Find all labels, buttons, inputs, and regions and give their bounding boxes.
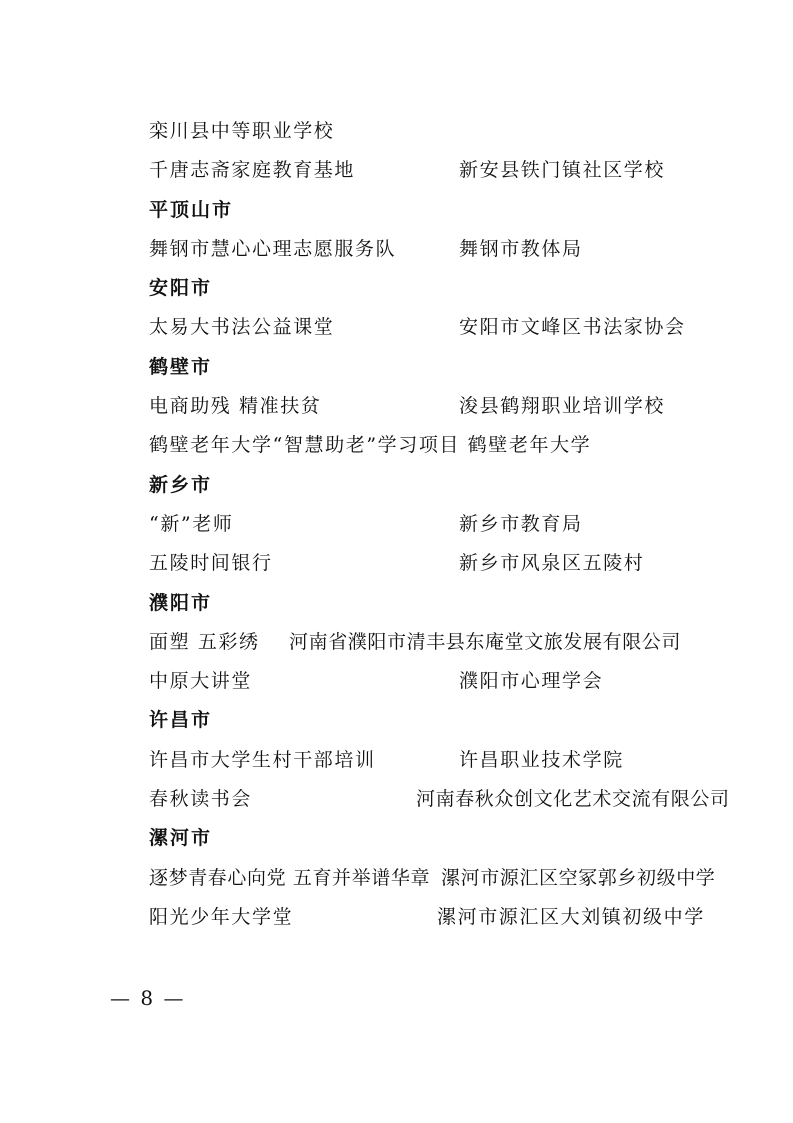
unit-name: 浚县鹤翔职业培训学校	[459, 395, 666, 418]
list-item	[149, 151, 729, 190]
unit-name: 许昌职业技术学院	[459, 748, 624, 771]
list-item	[149, 741, 729, 780]
project-name: “新”老师	[149, 512, 234, 535]
page-number: — 8 —	[110, 986, 186, 1010]
list-item	[149, 780, 729, 819]
city-heading: 平顶山市	[149, 198, 234, 221]
list-item	[149, 387, 729, 426]
list-item	[149, 662, 729, 701]
unit-name: 安阳市文峰区书法家协会	[459, 316, 686, 339]
project-name: 面塑 五彩绣	[149, 630, 260, 653]
project-name: 栾川县中等职业学校	[149, 120, 335, 142]
unit-name: 河南省濮阳市清丰县东庵堂文旅发展有限公司	[289, 630, 682, 653]
unit-name: 新乡市风泉区五陵村	[459, 552, 645, 575]
list-item	[149, 544, 729, 583]
list-item	[149, 230, 729, 269]
project-name: 千唐志斋家庭教育基地	[149, 159, 356, 182]
project-name: 鹤壁老年大学“智慧助老”学习项目 鹤壁老年大学	[149, 434, 592, 457]
list-item	[149, 112, 729, 151]
project-name: 太易大书法公益课堂	[149, 316, 335, 339]
unit-name: 濮阳市心理学会	[459, 670, 604, 693]
unit-name: 新安县铁门镇社区学校	[459, 159, 666, 182]
list-item	[149, 859, 729, 898]
project-name: 舞钢市慧心心理志愿服务队	[149, 237, 397, 260]
list-item	[149, 426, 729, 465]
city-heading: 漯河市	[149, 827, 213, 850]
city-heading: 濮阳市	[149, 591, 213, 614]
project-name: 逐梦青春心向党 五育并举谱华章	[149, 866, 431, 889]
project-name: 五陵时间银行	[149, 552, 273, 575]
unit-name: 漯河市源汇区大刘镇初级中学	[437, 905, 705, 928]
project-name: 许昌市大学生村干部培训	[149, 748, 376, 771]
list-item	[149, 505, 729, 544]
project-name: 中原大讲堂	[149, 670, 253, 693]
city-heading: 鹤壁市	[149, 355, 213, 378]
project-name: 阳光少年大学堂	[149, 905, 294, 928]
list-item	[149, 623, 729, 662]
unit-name: 舞钢市教体局	[459, 237, 583, 260]
project-name: 春秋读书会	[149, 788, 253, 811]
city-heading: 安阳市	[149, 277, 213, 300]
city-heading: 新乡市	[149, 473, 213, 496]
unit-name: 漯河市源汇区空冢郭乡初级中学	[441, 866, 716, 889]
project-name: 电商助残 精准扶贫	[149, 395, 322, 418]
city-heading: 许昌市	[149, 709, 213, 732]
unit-name: 河南春秋众创文化艺术交流有限公司	[416, 788, 730, 811]
list-item	[149, 308, 729, 347]
unit-name: 新乡市教育局	[459, 512, 583, 535]
award-list	[149, 112, 729, 937]
list-item	[149, 898, 729, 937]
